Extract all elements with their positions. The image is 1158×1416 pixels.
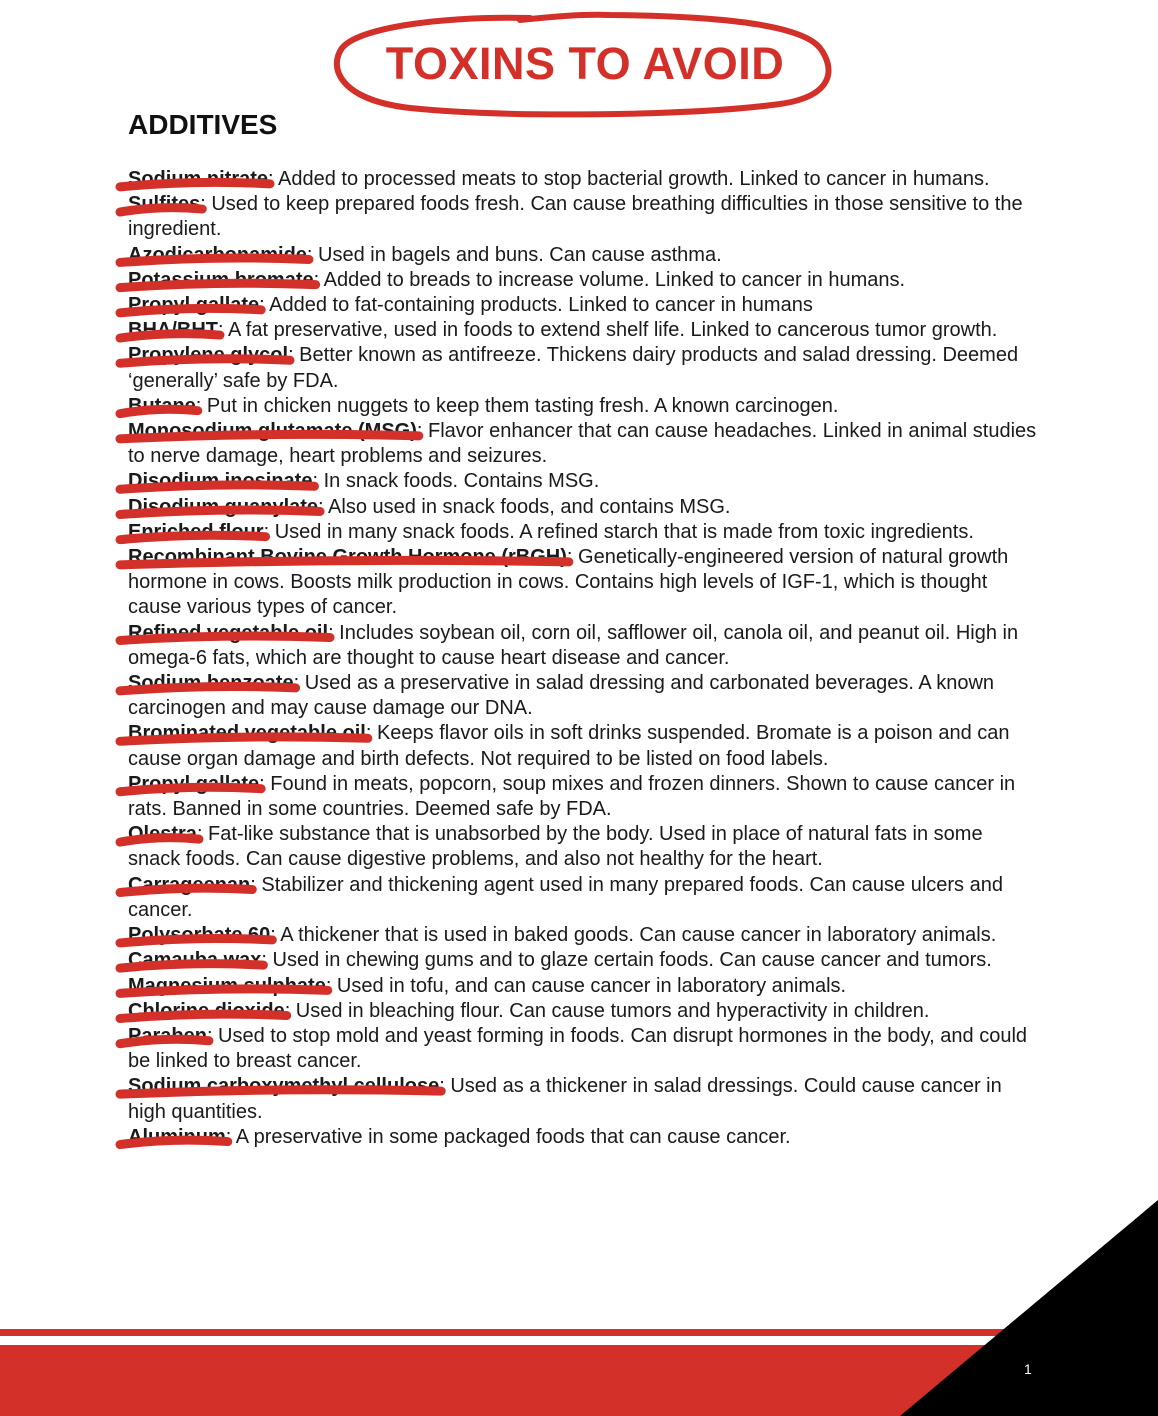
additive-description: : In snack foods. Contains MSG. — [312, 470, 600, 493]
additive-term: Carrageenan — [128, 873, 251, 896]
additive-description: : Stabilizer and thickening agent used in many prepared foods. Can cause ulcers and cancer. — [128, 873, 1003, 921]
additive-term: Butane — [128, 394, 196, 417]
additive-term: Propyl gallate — [128, 294, 260, 317]
additive-term: Potassium bromate — [128, 268, 314, 291]
additive-term: BHA/BHT — [128, 319, 218, 342]
additive-term: Brominated vegetable oil — [128, 722, 366, 745]
additive-description: : Keeps flavor oils in soft drinks suspended. Bromate is a poison and can cause organ damage and birth defects. Not required to be listed on food labels. — [128, 722, 1010, 770]
additive-description: : A preservative in some packaged foods that can cause cancer. — [225, 1125, 791, 1148]
additive-term: Azodicarbonamide — [128, 243, 307, 266]
additive-description: : Better known as antifreeze. Thickens dairy products and salad dressing. Deemed ‘generally’ safe by FDA. — [128, 344, 1019, 392]
additive-term: Paraben — [128, 1024, 207, 1047]
additive-term: Propyl gallate — [128, 772, 260, 795]
additive-description: : Used in chewing gums and to glaze certain foods. Can cause cancer and tumors. — [261, 949, 992, 972]
additive-description: : Used in many snack foods. A refined starch that is made from toxic ingredients. — [263, 520, 974, 543]
additive-term: Magnesium sulphate — [128, 974, 326, 997]
page-title: TOXINS TO AVOID — [385, 38, 785, 89]
additive-term: Enriched flour — [128, 520, 264, 543]
additive-term: Olestra — [128, 823, 197, 846]
additive-term: Disodium guanylate — [128, 495, 319, 518]
additive-term: Recombinant Bovine Growth Hormone (rBGH) — [128, 546, 567, 569]
additive-description: : A thickener that is used in baked goods. Can cause cancer in laboratory animals. — [270, 924, 997, 947]
additive-description: : Used as a thickener in salad dressings. Could cause cancer in high quantities. — [128, 1075, 1002, 1123]
additive-term: Sulfites — [128, 193, 201, 216]
additive-description: : Used in bagels and buns. Can cause asthma. — [306, 243, 722, 266]
additive-description: : A fat preservative, used in foods to extend shelf life. Linked to cancerous tumor growth. — [218, 319, 998, 342]
additive-term: Polysorbate 60 — [128, 924, 271, 947]
additive-description: : Genetically-engineered version of natural growth hormone in cows. Boosts milk production in cows. Contains high levels of IGF-1, which is thought cause various types of cancer. — [128, 546, 1009, 619]
additive-term: Sodium benzoate — [128, 672, 294, 695]
additive-description: : Put in chicken nuggets to keep them tasting fresh. A known carcinogen. — [195, 394, 839, 417]
additive-term: Camauba wax — [128, 949, 262, 972]
additive-description: : Also used in snack foods, and contains MSG. — [318, 495, 731, 518]
additive-description: : Used in tofu, and can cause cancer in laboratory animals. — [325, 974, 847, 997]
additive-term: Sodium nitrate — [128, 168, 269, 190]
additive-description: : Used in bleaching flour. Can cause tumors and hyperactivity in children. — [284, 999, 930, 1022]
additive-description: : Used to keep prepared foods fresh. Can cause breathing difficulties in those sensitive to the ingredient. — [128, 193, 1023, 241]
page-number: 1 — [1024, 1361, 1032, 1377]
section-heading: ADDITIVES — [128, 109, 278, 140]
additive-description: : Used to stop mold and yeast forming in foods. Can disrupt hormones in the body, and could be linked to breast cancer. — [128, 1024, 1028, 1073]
additive-term: Aluminum — [128, 1125, 226, 1148]
additive-description: : Fat-like substance that is unabsorbed by the body. Used in place of natural fats in some snack foods. Can cause digestive problems, and also not healthy for the heart. — [128, 823, 983, 871]
additive-description: : Used as a preservative in salad dressing and carbonated beverages. A known carcinogen and may cause damage our DNA. — [128, 672, 995, 720]
additive-term: Sodium carboxymethyl cellulose — [128, 1075, 440, 1098]
additive-description: : Includes soybean oil, corn oil, safflower oil, canola oil, and peanut oil. High in omega-6 fats, which are thought to cause heart disease and cancer. — [128, 621, 1019, 669]
additive-term: Refined vegetable oil — [128, 621, 329, 644]
additive-term: Propylene glycol — [128, 344, 289, 367]
additive-description: : Flavor enhancer that can cause headaches. Linked in animal studies to nerve damage, heart problems and seizures. — [128, 420, 1037, 468]
additive-term: Disodium inosinate — [128, 470, 313, 493]
additive-description: : Added to fat-containing products. Linked to cancer in humans — [259, 294, 813, 317]
additive-description: : Found in meats, popcorn, soup mixes and frozen dinners. Shown to cause cancer in rats. Banned in some countries. Deemed safe by FDA. — [128, 772, 1016, 821]
additive-description: : Added to processed meats to stop bacterial growth. Linked to cancer in humans. — [268, 168, 990, 190]
additive-term: Chlorine dioxide — [128, 999, 285, 1022]
additive-term: Monosodium glutamate (MSG) — [128, 420, 417, 443]
additive-description: : Added to breads to increase volume. Linked to cancer in humans. — [313, 268, 906, 291]
